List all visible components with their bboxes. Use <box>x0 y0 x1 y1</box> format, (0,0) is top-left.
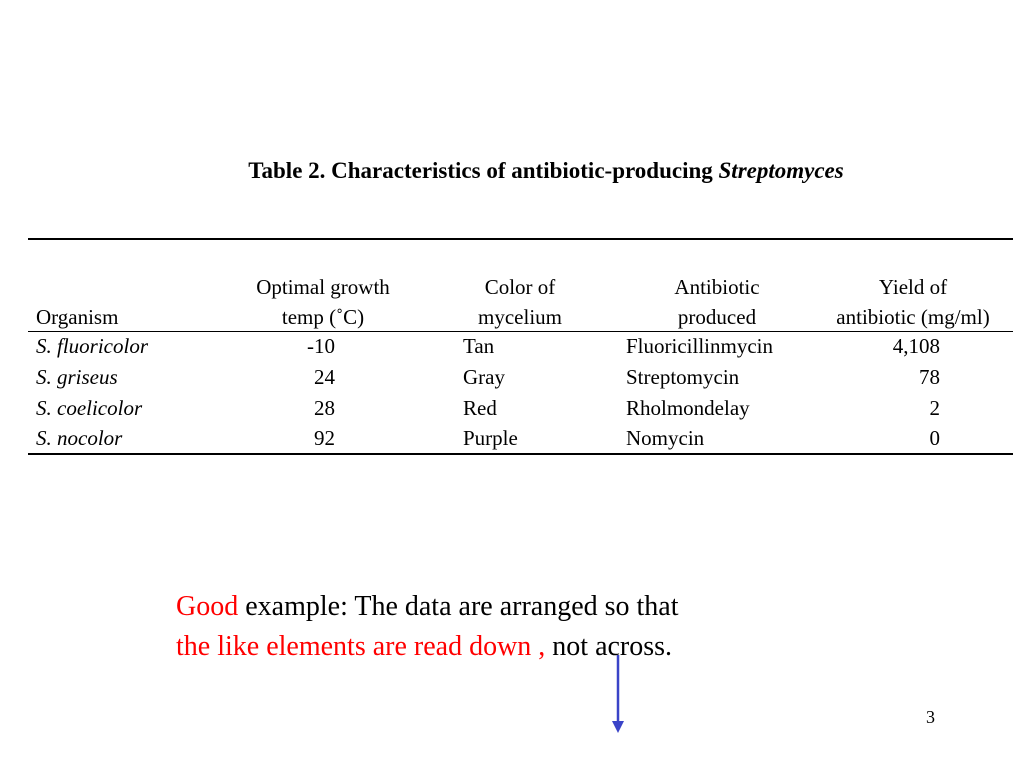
table-top-rule <box>28 238 1013 240</box>
note-line1: example: The data are arranged so that <box>238 591 679 622</box>
note-highlight: the like elements are read down , <box>176 631 546 662</box>
table-row <box>0 393 1024 424</box>
cell-color: Red <box>463 396 497 420</box>
table-row <box>0 362 1024 393</box>
cell-yield: 78 <box>919 365 940 389</box>
cell-organism: S. fluoricolor <box>36 334 149 358</box>
cell-organism: S. coelicolor <box>36 396 143 420</box>
note-line2: not across. <box>545 631 673 662</box>
table-row <box>0 423 1024 454</box>
cell-yield: 0 <box>929 426 940 450</box>
cell-color: Gray <box>463 365 505 389</box>
cell-antibiotic: Fluoricillinmycin <box>626 334 773 358</box>
down-arrow-icon <box>609 655 627 733</box>
note-good: Good <box>176 591 239 622</box>
page-number: 3 <box>926 707 935 727</box>
table-title: Table 2. Characteristics of antibiotic-producing Streptomyces <box>248 158 844 183</box>
header-temp: Optimal growth temp (˚C) <box>256 275 390 329</box>
cell-antibiotic: Rholmondelay <box>626 396 750 420</box>
cell-organism: S. nocolor <box>36 426 123 450</box>
caption-note <box>176 587 679 667</box>
cell-temp: 92 <box>314 426 335 450</box>
header-antibiotic: Antibiotic produced <box>674 275 760 329</box>
cell-antibiotic: Nomycin <box>626 426 705 450</box>
cell-temp: 28 <box>314 396 335 420</box>
cell-color: Purple <box>463 426 518 450</box>
header-color: Color of mycelium <box>478 275 562 329</box>
table-bottom-rule <box>28 453 1013 455</box>
cell-organism: S. griseus <box>36 365 118 389</box>
cell-antibiotic: Streptomycin <box>626 365 740 389</box>
cell-color: Tan <box>463 334 495 358</box>
table-row <box>0 331 1024 362</box>
cell-yield: 2 <box>929 396 940 420</box>
cell-temp: -10 <box>307 334 335 358</box>
title-genus: Streptomyces <box>718 158 844 183</box>
cell-yield: 4,108 <box>892 334 940 358</box>
cell-temp: 24 <box>314 365 335 389</box>
header-organism: Organism <box>36 305 119 329</box>
header-yield: Yield of antibiotic (mg/ml) <box>836 275 990 329</box>
